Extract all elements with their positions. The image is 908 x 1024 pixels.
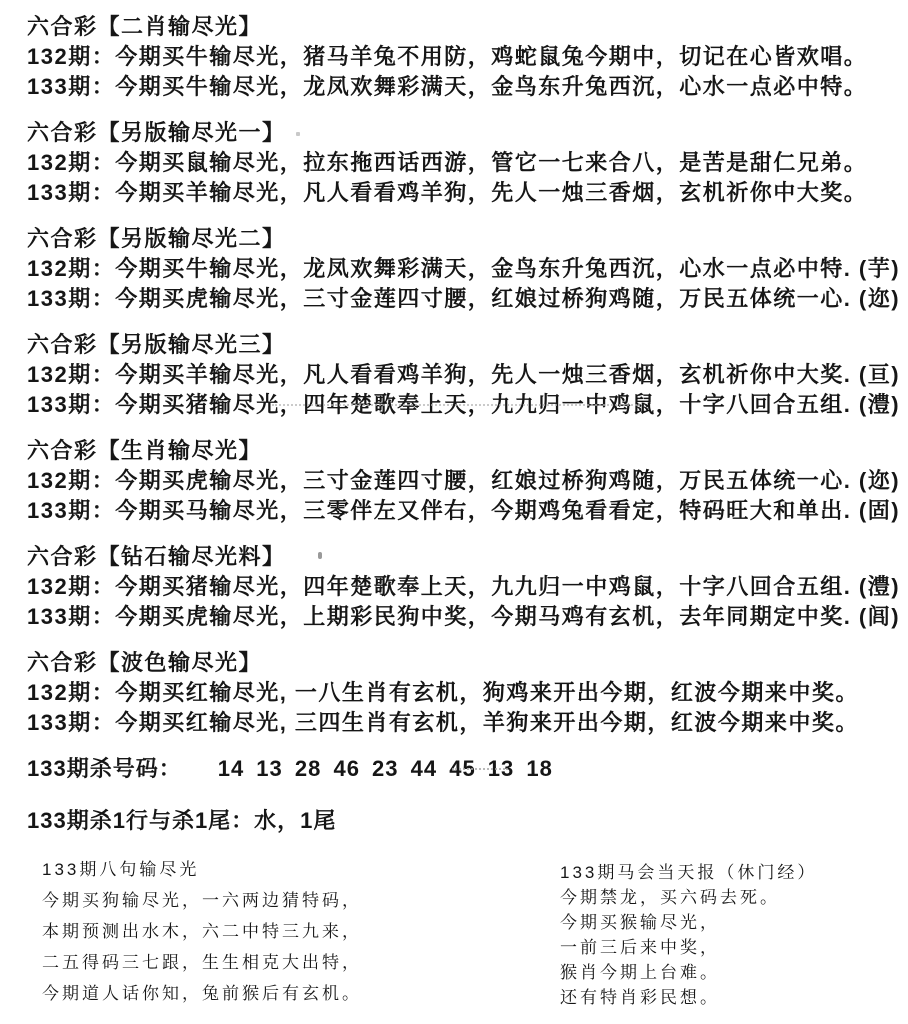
tip-line-132: 132期：今期买猪输尽光，四年楚歌奉上天，九九归一中鸡鼠，十字八回合五组. (澧) xyxy=(27,574,901,599)
section-alt-version-1 xyxy=(27,118,908,208)
kill-numbers-label: 133期杀号码： xyxy=(27,756,182,781)
right-poem-line: 猴肖今期上台难。 xyxy=(560,963,720,982)
section-title: 六合彩【另版输尽光三】 xyxy=(27,332,286,357)
left-poem-line: 今期买狗输尽光，一六两边猜特码， xyxy=(42,891,362,910)
right-poem xyxy=(560,860,817,1010)
bottom-poems xyxy=(27,854,908,1010)
section-diamond xyxy=(27,542,908,632)
tip-line-133: 133期：今期买虎输尽光，三寸金莲四寸腰，红娘过桥狗鸡随，万民五体统一心. (迩) xyxy=(27,286,901,311)
section-title: 六合彩【生肖输尽光】 xyxy=(27,438,263,463)
tip-line-133: 133期：今期买牛输尽光，龙凤欢舞彩满天，金鸟东升兔西沉，心水一点必中特。 xyxy=(27,74,868,99)
section-title: 六合彩【另版输尽光一】 xyxy=(27,120,286,145)
left-poem xyxy=(42,854,560,1009)
left-poem-line: 今期道人话你知，兔前猴后有玄机。 xyxy=(42,984,362,1003)
left-poem-line: 本期预测出水木，六二中特三九来， xyxy=(42,922,362,941)
tip-line-133: 133期：今期买红输尽光, 三四生肖有玄机，羊狗来开出今期，红波今期来中奖。 xyxy=(27,710,859,735)
kill-numbers-row xyxy=(27,754,908,784)
section-two-zodiac xyxy=(27,12,908,102)
tip-line-133: 133期：今期买羊输尽光，凡人看看鸡羊狗，先人一烛三香烟，玄机祈你中大奖。 xyxy=(27,180,868,205)
tip-line-133: 133期：今期买马输尽光，三零伴左又伴右，今期鸡兔看看定，特码旺大和单出. (固) xyxy=(27,498,901,523)
section-title: 六合彩【另版输尽光二】 xyxy=(27,226,286,251)
tip-line-132: 132期：今期买红输尽光, 一八生肖有玄机，狗鸡来开出今期，红波今期来中奖。 xyxy=(27,680,859,705)
tip-line-132: 132期：今期买鼠输尽光，拉东拖西话西游，管它一七来合八，是苦是甜仁兄弟。 xyxy=(27,150,868,175)
tip-line-132: 132期：今期买牛输尽光，龙凤欢舞彩满天，金鸟东升兔西沉，心水一点必中特. (芋) xyxy=(27,256,901,281)
section-wave-color xyxy=(27,648,908,738)
kill-numbers-values: 14 13 28 46 23 44 45 13 18 xyxy=(217,756,553,781)
section-alt-version-3 xyxy=(27,330,908,420)
section-zodiac xyxy=(27,436,908,526)
tip-line-132: 132期：今期买虎输尽光，三寸金莲四寸腰，红娘过桥狗鸡随，万民五体统一心. (迩) xyxy=(27,468,901,493)
section-title: 六合彩【钻石输尽光料】 xyxy=(27,544,286,569)
section-alt-version-2 xyxy=(27,224,908,314)
tip-line-132: 132期：今期买牛输尽光，猪马羊兔不用防，鸡蛇鼠兔今期中，切记在心皆欢唱。 xyxy=(27,44,868,69)
right-poem-line: 一前三后来中奖， xyxy=(560,938,720,957)
tip-line-133: 133期：今期买虎输尽光，上期彩民狗中奖，今期马鸡有玄机，去年同期定中奖. (闾) xyxy=(27,604,901,629)
tip-line-133: 133期：今期买猪输尽光，四年楚歌奉上天，九九归一中鸡鼠，十字八回合五组. (澧) xyxy=(27,392,901,417)
left-poem-line: 二五得码三七跟，生生相克大出特， xyxy=(42,953,362,972)
right-poem-title: 133期马会当天报（休门经） xyxy=(560,863,818,882)
kill-row-tail-line: 133期杀1行与杀1尾：水，1尾 xyxy=(27,808,337,833)
section-title: 六合彩【二肖输尽光】 xyxy=(27,14,263,39)
left-poem-title: 133期八句输尽光 xyxy=(42,860,200,879)
section-title: 六合彩【波色输尽光】 xyxy=(27,650,263,675)
right-poem-line: 今期买猴输尽光， xyxy=(560,913,720,932)
right-poem-line: 还有特肖彩民想。 xyxy=(560,988,720,1007)
tip-line-132: 132期：今期买羊输尽光，凡人看看鸡羊狗，先人一烛三香烟，玄机祈你中大奖. (亘) xyxy=(27,362,901,387)
right-poem-line: 今期禁龙，买六码去死。 xyxy=(560,888,780,907)
